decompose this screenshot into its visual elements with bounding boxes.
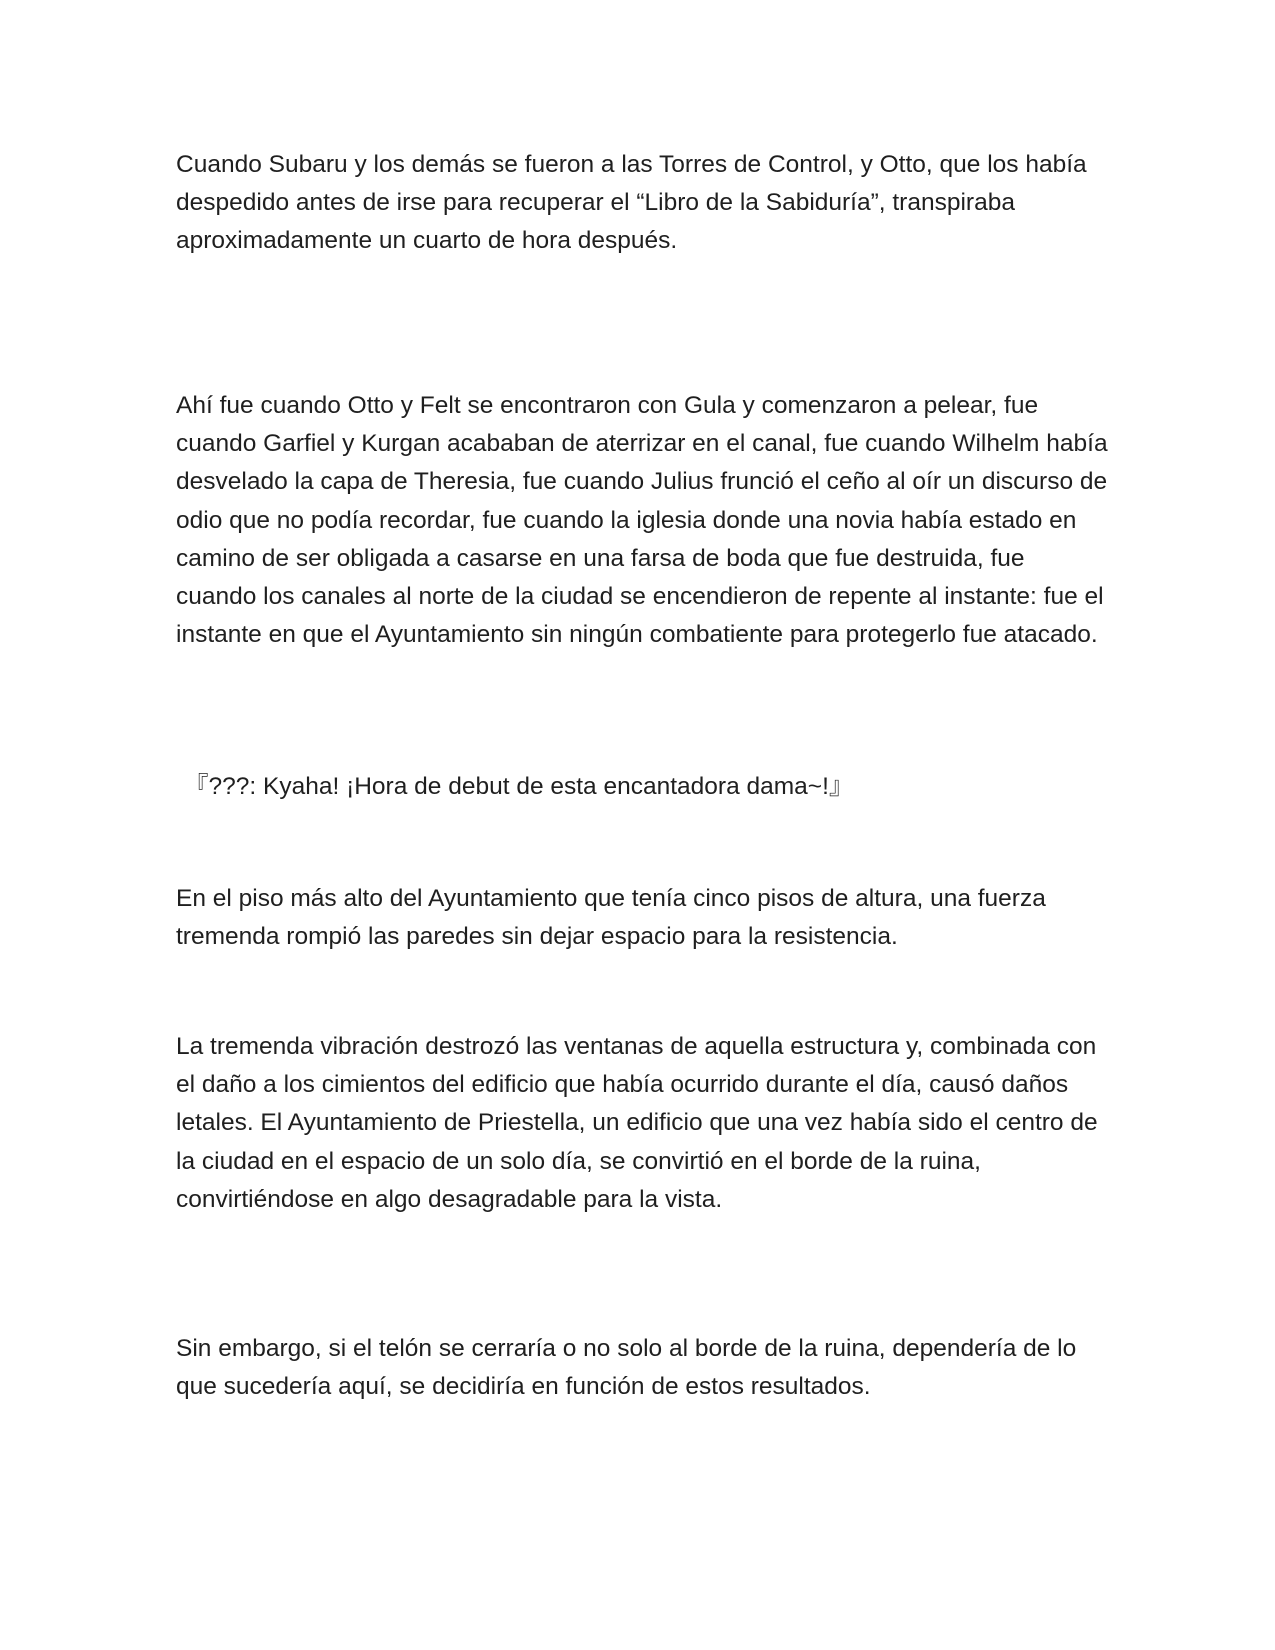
paragraph-4: La tremenda vibración destrozó las ventanas de aquella estructura y, combinada con el daño a los cimientos del edificio que había ocurrido durante el día, causó daños letales. El Ayuntamiento de Priestella, un edificio que una vez había sido el centro de la ciudad en el espacio de un solo día, se convirtió en el borde de la ruina, convirtiéndose en algo desagradable para la vista. [176, 1033, 1098, 1213]
dialogue-line: 『???: Kyaha! ¡Hora de debut de esta encantadora dama~!』 [184, 773, 854, 800]
paragraph-5: Sin embargo, si el telón se cerraría o no solo al borde de la ruina, dependería de lo que sucedería aquí, se decidiría en función de estos resultados. [176, 1335, 1077, 1401]
paragraph-1: Cuando Subaru y los demás se fueron a las Torres de Control, y Otto, que los había despedido antes de irse para recuperar el “Libro de la Sabiduría”, transpiraba aproximadamente un cuarto de hora después. [176, 151, 1087, 255]
paragraph-2: Ahí fue cuando Otto y Felt se encontraron con Gula y comenzaron a pelear, fue cuando Garfiel y Kurgan acababan de aterrizar en el canal, fue cuando Wilhelm había desvelado la capa de Theresia, fue cuando Julius frunció el ceño al oír un discurso de odio que no podía recordar, fue cuando la iglesia donde una novia había estado en camino de ser obligada a casarse en una farsa de boda que fue destruida, fue cuando los canales al norte de la ciudad se encendieron de repente al instante: fue el instante en que el Ayuntamiento sin ningún combatiente para protegerlo fue atacado. [176, 392, 1108, 649]
paragraph-3: En el piso más alto del Ayuntamiento que tenía cinco pisos de altura, una fuerza tremenda rompió las paredes sin dejar espacio para la resistencia. [176, 885, 1046, 951]
